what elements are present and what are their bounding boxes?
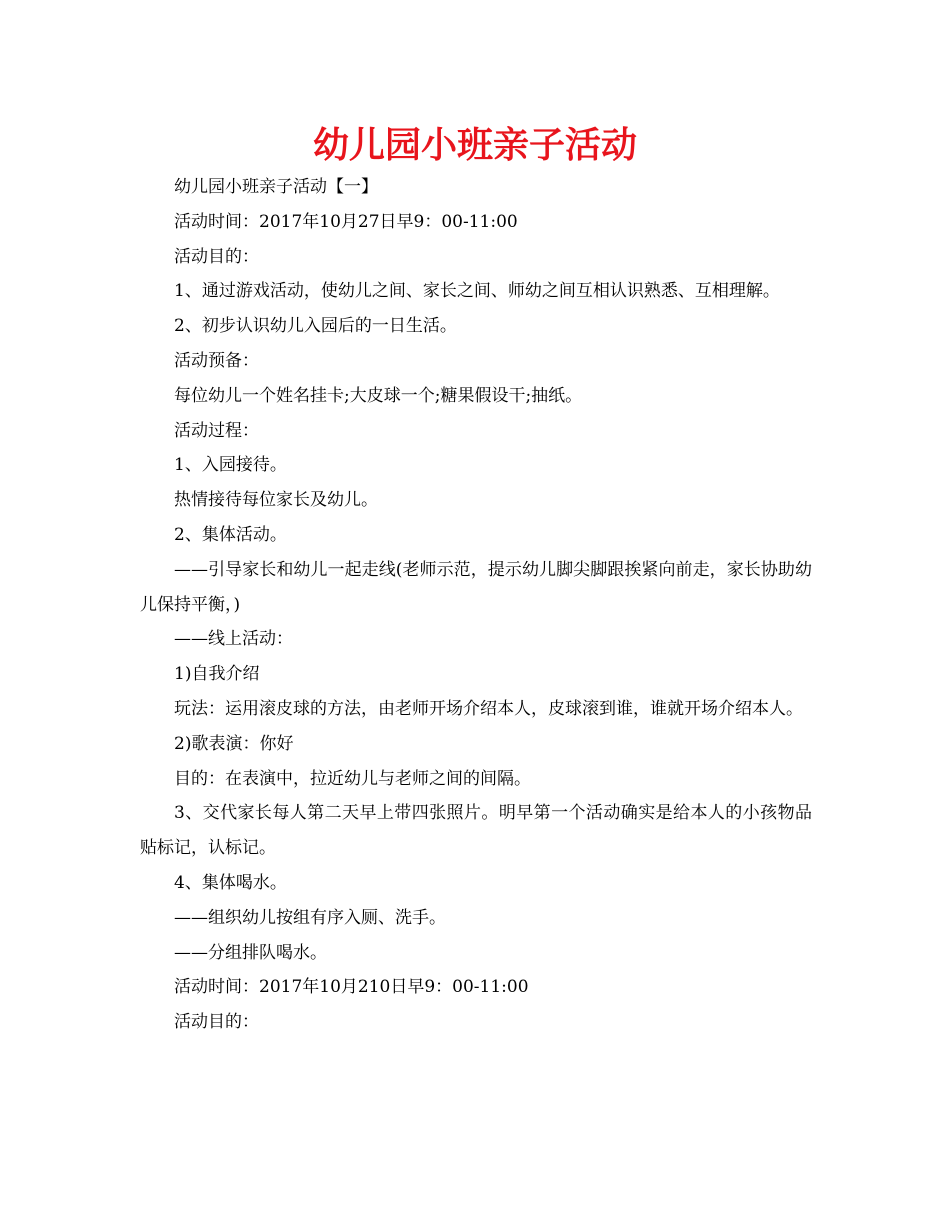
paragraph-drinking: ——分组排队喝水。 <box>174 942 327 963</box>
paragraph-purpose-label-2: 活动目的： <box>174 1012 259 1033</box>
paragraph-section-heading: 幼儿园小班亲子活动【一】 <box>174 177 378 197</box>
paragraph-walk-line: ——引导家长和幼儿一起走线(老师示范，提示幼儿脚尖脚跟挨紧向前走，家长协助幼儿保持平衡，) <box>140 559 812 615</box>
document-title: 幼儿园小班亲子活动 <box>312 125 637 166</box>
paragraph-step-3: 3、交代家长每人第二天早上带四张照片。明早第一个活动确实是给本人的小孩物品贴标记，认标记。 <box>140 803 812 859</box>
paragraph-purpose-1: 1、通过游戏活动，使幼儿之间、家长之间、师幼之间互相认识熟悉、互相理解。 <box>174 281 780 302</box>
paragraph-process-label: 活动过程： <box>174 420 259 441</box>
paragraph-song: 2)歌表演：你好 <box>174 733 294 754</box>
paragraph-step-4: 4、集体喝水。 <box>174 872 287 893</box>
paragraph-purpose-label: 活动目的： <box>174 246 259 267</box>
paragraph-self-intro-rules: 玩法：运用滚皮球的方法，由老师开场介绍本人，皮球滚到谁，谁就开场介绍本人。 <box>174 698 803 719</box>
paragraph-washing: ——组织幼儿按组有序入厕、洗手。 <box>174 907 446 928</box>
paragraph-activity-time-2: 活动时间：2017年10月210日早9：00-11:00 <box>174 977 529 998</box>
document-body <box>140 170 812 1040</box>
paragraph-line-activity: ——线上活动： <box>174 629 293 650</box>
paragraph-step-1-detail: 热情接待每位家长及幼儿。 <box>174 490 378 511</box>
paragraph-step-1: 1、入园接待。 <box>174 455 287 476</box>
paragraph-preparation-label: 活动预备： <box>174 350 259 371</box>
paragraph-purpose-2: 2、初步认识幼儿入园后的一日生活。 <box>174 316 457 337</box>
paragraph-step-2: 2、集体活动。 <box>174 524 287 545</box>
paragraph-preparation: 每位幼儿一个姓名挂卡;大皮球一个;糖果假设干;抽纸。 <box>174 385 583 406</box>
paragraph-song-purpose: 目的：在表演中，拉近幼儿与老师之间的间隔。 <box>174 768 531 789</box>
paragraph-self-intro: 1)自我介绍 <box>174 664 260 685</box>
paragraph-activity-time: 活动时间：2017年10月27日早9：00-11:00 <box>174 211 518 232</box>
